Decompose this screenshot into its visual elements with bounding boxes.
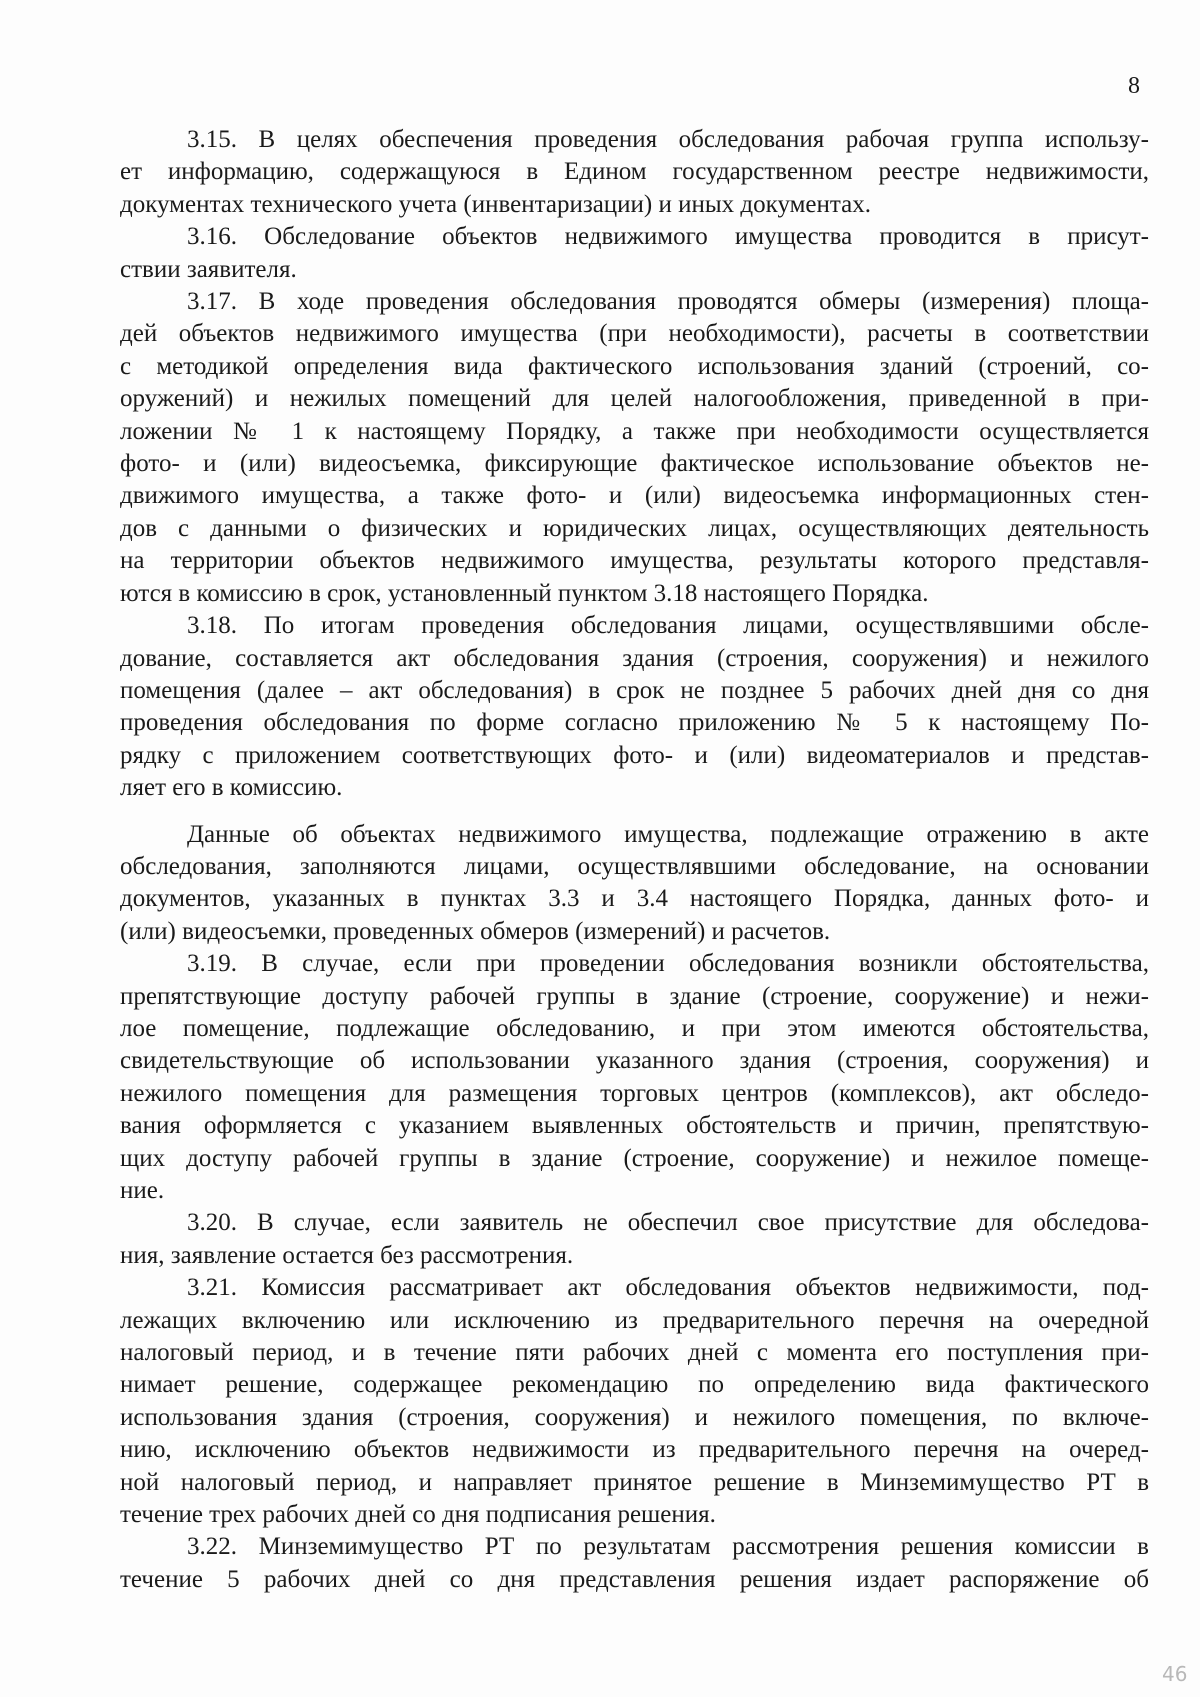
text-line: 3.18. По итогам проведения обследования лицами, осуществлявшими обсле- — [187, 612, 1149, 640]
text-line: лежащих включению или исключению из предварительного перечня на очередной — [120, 1306, 1149, 1334]
paragraph — [120, 124, 1149, 221]
corner-handwritten-mark: 46 — [1162, 1662, 1188, 1686]
text-line: Данные об объектах недвижимого имущества, подлежащие отражению в акте — [187, 820, 1149, 848]
text-line: движимого имущества, а также фото- и (или) видеосъемка информационных стен- — [120, 482, 1149, 510]
text-line: ет информацию, содержащуюся в Едином государственном реестре недвижимости, — [120, 158, 1149, 186]
text-line: 3.20. В случае, если заявитель не обеспечил свое присутствие для обследова- — [187, 1209, 1149, 1237]
text-line: дование, составляется акт обследования здания (строения, сооружения) и нежилого — [120, 644, 1149, 672]
text-line: препятствующие доступу рабочей группы в здание (строение, сооружение) и нежи- — [120, 982, 1149, 1010]
text-line: помещения (далее – акт обследования) в срок не позднее 5 рабочих дней дня со дня — [120, 676, 1149, 704]
text-line: обследования, заполняются лицами, осуществлявшими обследование, на основании — [120, 852, 1149, 880]
paragraph — [120, 948, 1149, 1207]
paragraph — [120, 1207, 1149, 1272]
text-line: ляет его в комиссию. — [120, 774, 343, 802]
text-line: (или) видеосъемки, проведенных обмеров (измерений) и расчетов. — [120, 917, 831, 945]
text-line: ной налоговый период, и направляет принятое решение в Минземимущество РТ в — [120, 1468, 1149, 1496]
text-line: течение 5 рабочих дней со дня представления решения издает распоряжение об — [120, 1565, 1149, 1593]
paragraph — [120, 286, 1149, 610]
text-line: на территории объектов недвижимого имущества, результаты которого представля- — [120, 547, 1149, 575]
text-line: щих доступу рабочей группы в здание (строение, сооружение) и нежилое помеще- — [120, 1144, 1149, 1172]
text-line: ются в комиссию в срок, установленный пунктом 3.18 настоящего Порядка. — [120, 579, 929, 607]
text-line: вания оформляется с указанием выявленных обстоятельств и причин, препятствую- — [120, 1112, 1149, 1140]
text-line: 3.16. Обследование объектов недвижимого имущества проводится в присут- — [187, 223, 1149, 251]
text-line: 3.17. В ходе проведения обследования проводятся обмеры (измерения) площа- — [187, 288, 1149, 316]
text-line: 3.21. Комиссия рассматривает акт обследования объектов недвижимости, под- — [187, 1274, 1149, 1302]
text-line: проведения обследования по форме согласно приложению № 5 к настоящему По- — [120, 709, 1149, 737]
paragraph — [120, 1531, 1149, 1596]
paragraph — [120, 1272, 1149, 1531]
text-line: течение трех рабочих дней со дня подписания решения. — [120, 1501, 716, 1529]
text-line: лое помещение, подлежащие обследованию, и при этом имеются обстоятельства, — [120, 1014, 1149, 1042]
text-line: дов с данными о физических и юридических лицах, осуществляющих деятельность — [120, 514, 1149, 542]
text-line: ние. — [120, 1177, 165, 1204]
paragraph — [120, 221, 1149, 286]
text-line: с методикой определения вида фактического использования зданий (строений, со- — [120, 352, 1149, 380]
text-line: использования здания (строения, сооружения) и нежилого помещения, по включе- — [120, 1403, 1149, 1431]
page-number: 8 — [1128, 73, 1140, 99]
paragraph — [120, 819, 1149, 949]
text-line: ствии заявителя. — [120, 255, 297, 283]
text-line: нимает решение, содержащее рекомендацию по определению вида фактического — [120, 1371, 1149, 1399]
text-line: ложении № 1 к настоящему Порядку, а также при необходимости осуществляется — [120, 417, 1149, 445]
text-line: оружений) и нежилых помещений для целей налогообложения, приведенной в при- — [120, 385, 1149, 413]
text-line: нежилого помещения для размещения торговых центров (комплексов), акт обследо- — [120, 1079, 1149, 1107]
text-line: рядку с приложением соответствующих фото- и (или) видеоматериалов и представ- — [120, 741, 1149, 769]
text-line: документах технического учета (инвентаризации) и иных документах. — [120, 190, 871, 218]
text-line: нию, исключению объектов недвижимости из предварительного перечня на очеред- — [120, 1436, 1149, 1464]
text-line: фото- и (или) видеосъемка, фиксирующие фактическое использование объектов не- — [120, 450, 1149, 478]
paragraph — [120, 610, 1149, 804]
text-line: 3.15. В целях обеспечения проведения обследования рабочая группа использу- — [187, 126, 1149, 153]
text-line: документов, указанных в пунктах 3.3 и 3.4 настоящего Порядка, данных фото- и — [120, 885, 1149, 913]
text-line: ния, заявление остается без рассмотрения. — [120, 1241, 574, 1269]
text-line: дей объектов недвижимого имущества (при необходимости), расчеты в соответствии — [120, 320, 1149, 348]
text-line: 3.22. Минземимущество РТ по результатам рассмотрения решения комиссии в — [187, 1533, 1149, 1561]
text-line: свидетельствующие об использовании указанного здания (строения, сооружения) и — [120, 1047, 1149, 1075]
document-body — [120, 124, 1149, 1596]
text-line: 3.19. В случае, если при проведении обследования возникли обстоятельства, — [187, 950, 1149, 978]
text-line: налоговый период, и в течение пяти рабочих дней с момента его поступления при- — [120, 1339, 1149, 1367]
